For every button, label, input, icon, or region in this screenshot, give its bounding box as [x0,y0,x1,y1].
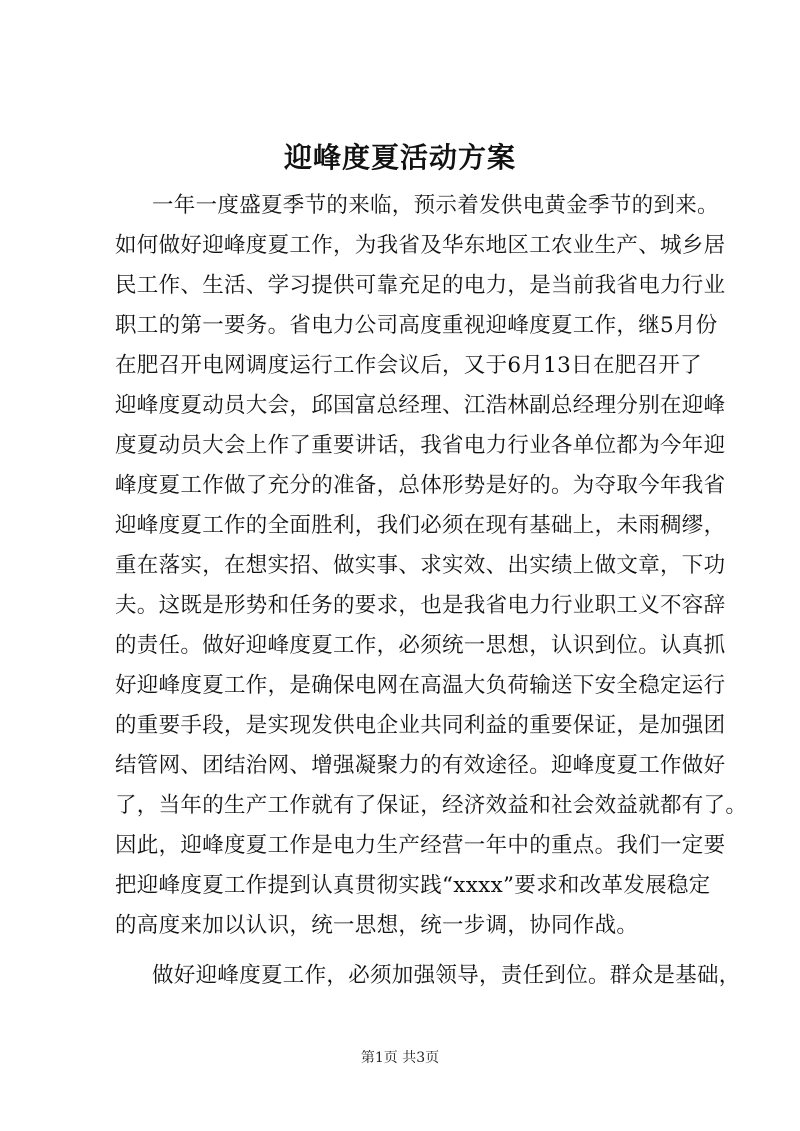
body-line: 度夏动员大会上作了重要讲话，我省电力行业各单位都为今年迎 [115,433,726,458]
body-line: 峰度夏工作做了充分的准备，总体形势是好的。为夺取今年我省 [115,473,726,498]
body-line: 了，当年的生产工作就有了保证，经济效益和社会效益就都有了。 [115,793,748,818]
body-line: 把迎峰度夏工作提到认真贯彻实践“xxxx”要求和改革发展稳定 [115,873,711,898]
body-line: 的重要手段，是实现发供电企业共同利益的重要保证，是加强团 [115,713,726,738]
body-line: 因此，迎峰度夏工作是电力生产经营一年中的重点。我们一定要 [115,833,726,858]
body-line: 结管网、团结治网、增强凝聚力的有效途径。迎峰度夏工作做好 [115,753,726,778]
body-line: 夫。这既是形势和任务的要求，也是我省电力行业职工义不容辞 [115,593,726,618]
page-footer: 第1页 共3页 [360,1050,440,1066]
body-line: 如何做好迎峰度夏工作，为我省及华东地区工农业生产、城乡居 [115,233,726,258]
body-line: 迎峰度夏工作的全面胜利，我们必须在现有基础上，未雨稠缪， [115,513,726,538]
body-line: 的高度来加以认识，统一思想，统一步调，协同作战。 [115,913,639,938]
body-line: 的责任。做好迎峰度夏工作，必须统一思想，认识到位。认真抓 [115,633,726,658]
body-line: 好迎峰度夏工作，是确保电网在高温大负荷输送下安全稳定运行 [115,673,726,698]
body-line: 在肥召开电网调度运行工作会议后，又于6月13日在肥召开了 [115,353,702,378]
body-line: 一年一度盛夏季节的来临，预示着发供电黄金季节的到来。 [152,193,719,218]
document-title: 迎峰度夏活动方案 [283,141,516,174]
body-line: 迎峰度夏动员大会，邱国富总经理、江浩林副总经理分别在迎峰 [115,393,726,418]
body-line: 做好迎峰度夏工作，必须加强领导，责任到位。群众是基础， [152,963,741,988]
body-line: 重在落实，在想实招、做实事、求实效、出实绩上做文章，下功 [115,553,726,578]
body-line: 职工的第一要务。省电力公司高度重视迎峰度夏工作，继5月份 [115,313,718,338]
body-line: 民工作、生活、学习提供可靠充足的电力，是当前我省电力行业 [115,273,726,298]
